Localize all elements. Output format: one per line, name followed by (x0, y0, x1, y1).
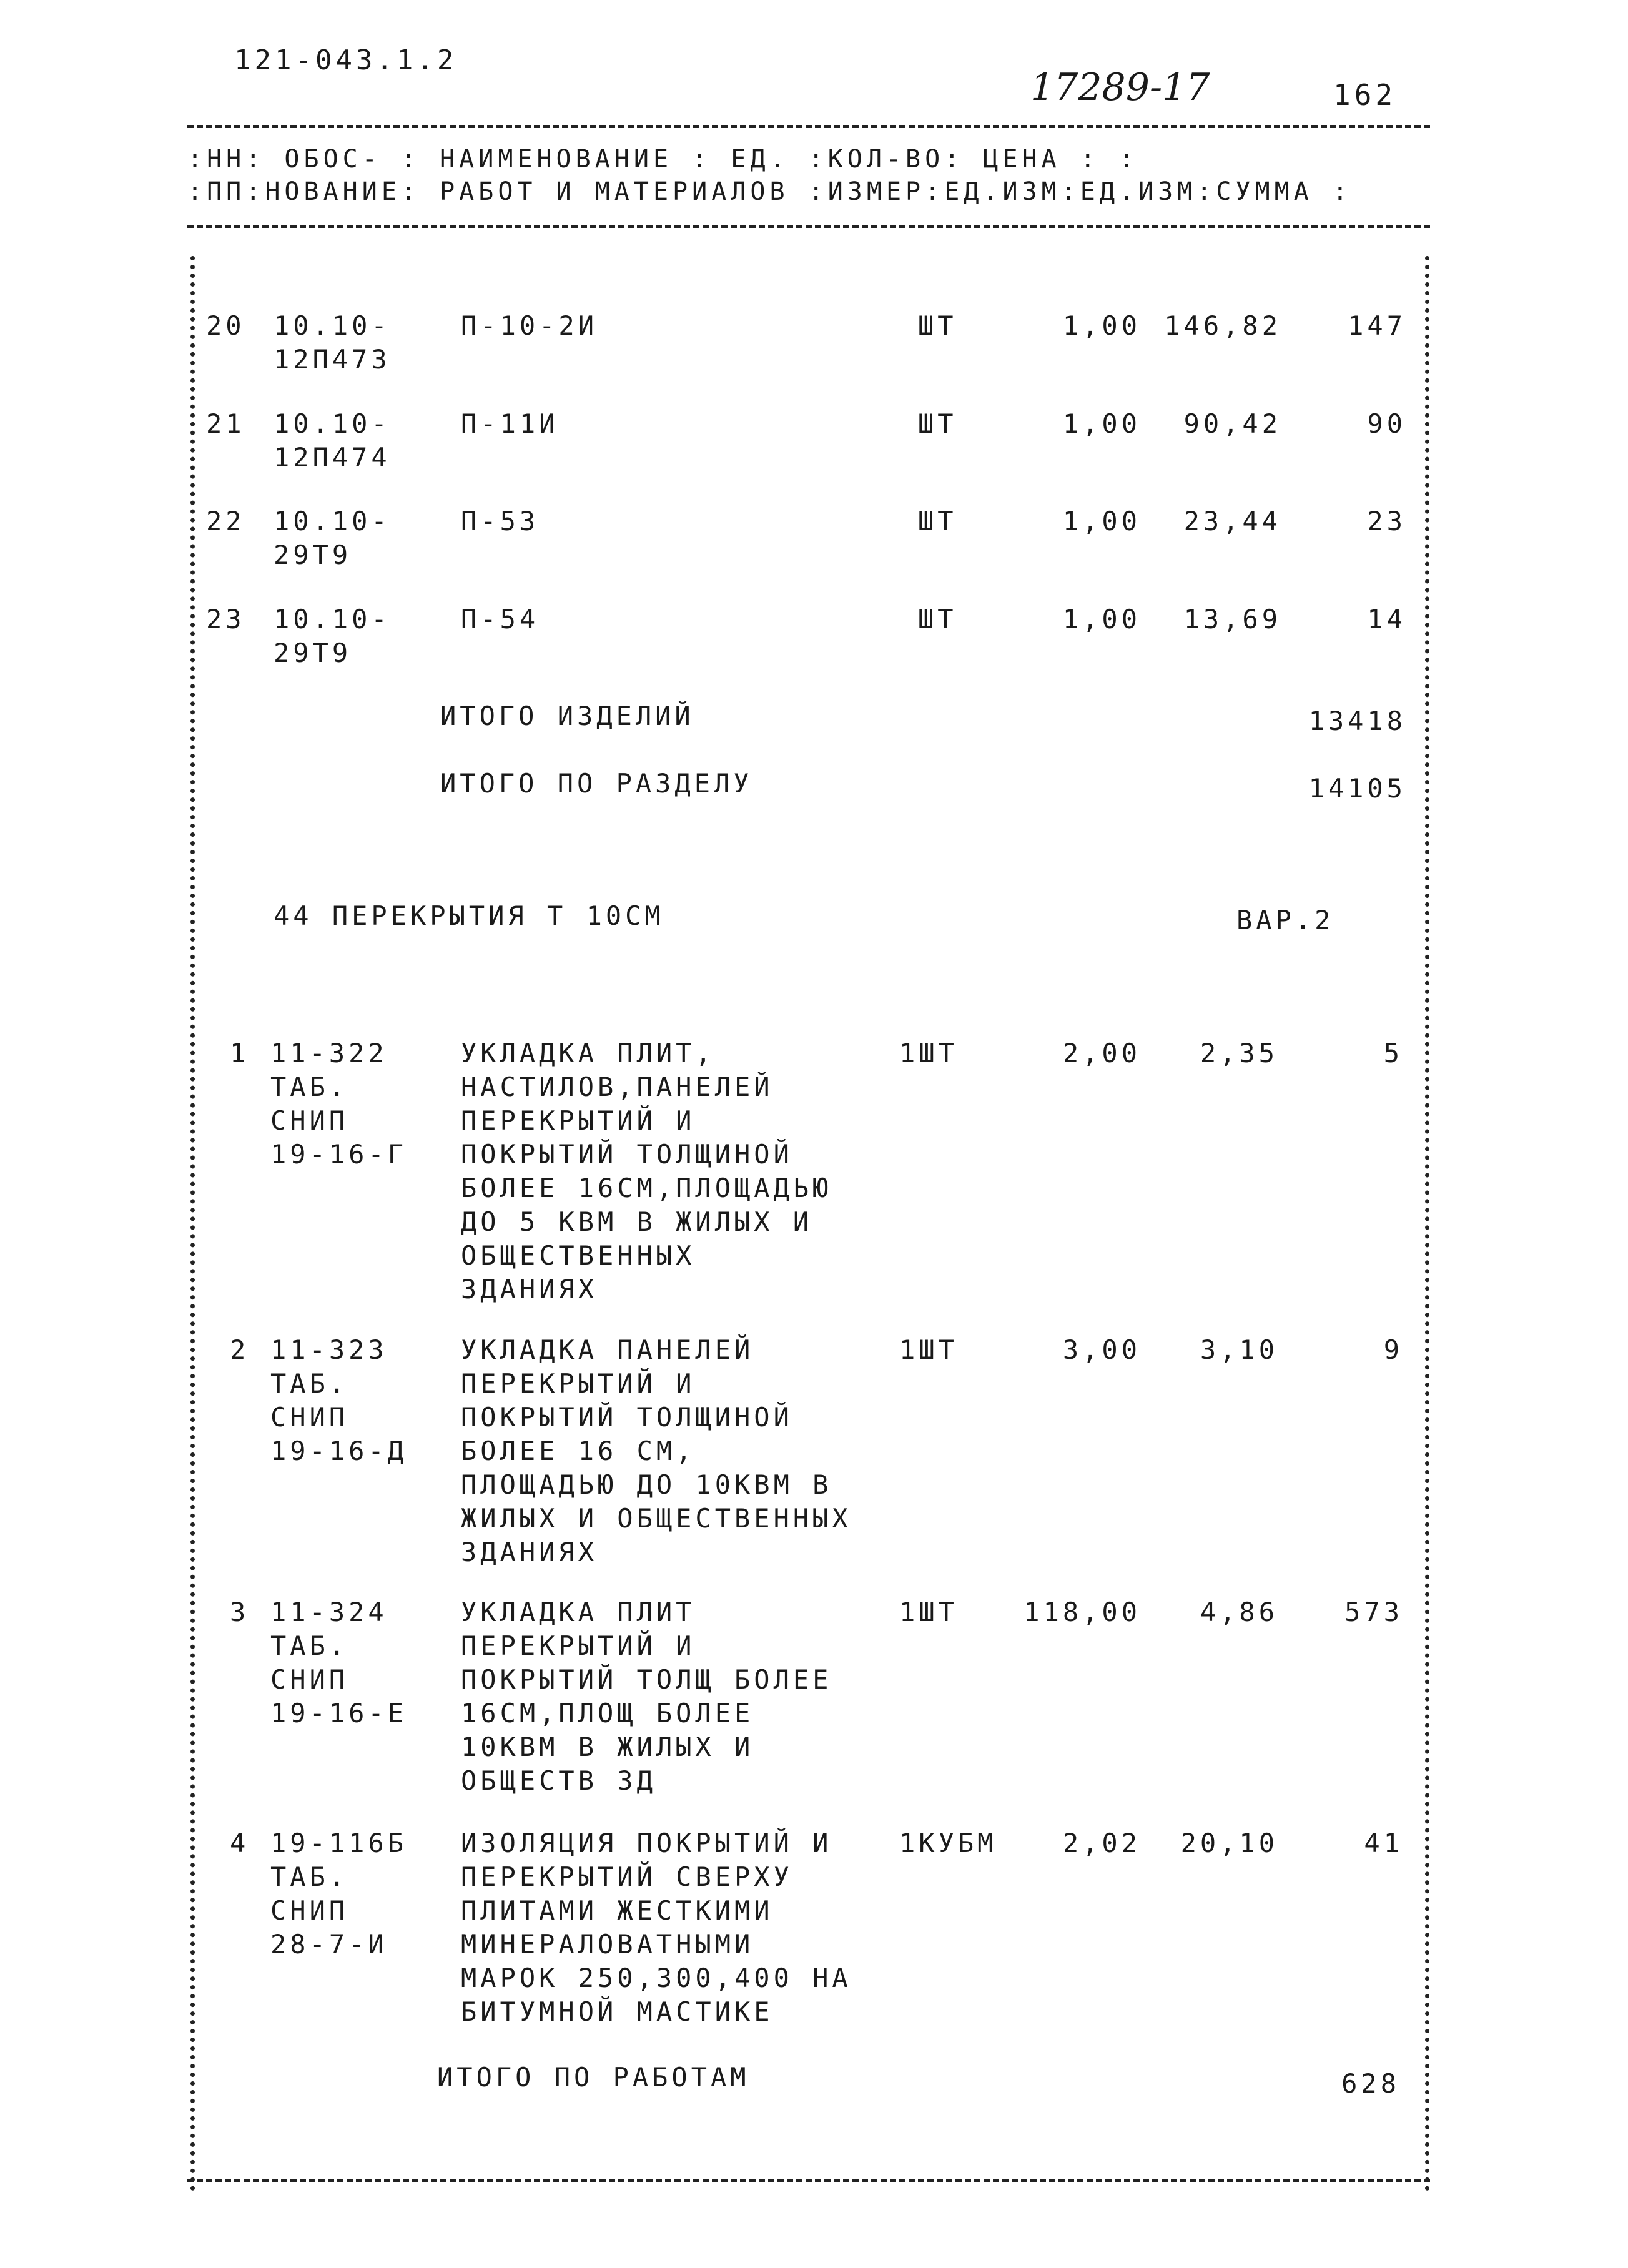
row-name-line: ПЛИТАМИ ЖЕСТКИМИ (461, 1895, 774, 1926)
row-name-line: ИЗОЛЯЦИЯ ПОКРЫТИЙ И (461, 1828, 832, 1858)
row-name-line: ЖИЛЫХ И ОБЩЕСТВЕННЫХ (461, 1503, 852, 1534)
table-top-border (187, 125, 1430, 128)
row-code-line: СНИП (270, 1664, 349, 1695)
row-code-line: 28-7-И (270, 1929, 388, 1960)
row-nn: 22 (206, 506, 245, 536)
row-unit: 1ШТ (899, 1334, 958, 1365)
row-code-line: 10.10- (274, 506, 391, 536)
row-name-line: ПОКРЫТИЙ ТОЛЩ БОЛЕЕ (461, 1664, 832, 1695)
total-items-label: ИТОГО ИЗДЕЛИЙ (440, 701, 694, 731)
row-price: 146,82 (1164, 310, 1281, 341)
row-price: 3,10 (1200, 1334, 1278, 1365)
row-qty: 2,00 (1062, 1038, 1141, 1068)
table-header-line-2: :ПП:НОВАНИЕ: РАБОТ И МАТЕРИАЛОВ :ИЗМЕР:ЕД.ИЗМ:ЕД.ИЗМ:СУММА : (187, 177, 1352, 206)
row-name-line: ПОКРЫТИЙ ТОЛЩИНОЙ (461, 1139, 793, 1170)
row-sum: 90 (1367, 408, 1406, 439)
total-items-value: 13418 (1308, 706, 1406, 736)
row-code-line: 12П474 (274, 442, 391, 473)
total-section-label: ИТОГО ПО РАЗДЕЛУ (440, 768, 753, 799)
row-code-line: ТАБ. (270, 1630, 349, 1661)
row-unit: ШТ (918, 408, 957, 439)
total-works-value: 628 (1341, 2068, 1400, 2099)
row-name-line: ЗДАНИЯХ (461, 1537, 598, 1567)
total-section-value: 14105 (1308, 773, 1406, 804)
row-name-line: П-10-2И (461, 310, 598, 341)
table-left-border (190, 256, 195, 2192)
row-price: 4,86 (1200, 1597, 1278, 1627)
row-code-line: 19-116Б (270, 1828, 408, 1858)
row-code-line: СНИП (270, 1402, 349, 1432)
table-bottom-border (187, 2179, 1430, 2182)
row-name-line: УКЛАДКА ПАНЕЛЕЙ (461, 1334, 754, 1365)
row-name-line: ЗДАНИЯХ (461, 1274, 598, 1304)
row-unit: ШТ (918, 310, 957, 341)
row-name-line: 10КВМ В ЖИЛЫХ И (461, 1732, 754, 1762)
total-works-label: ИТОГО ПО РАБОТАМ (437, 2062, 750, 2093)
row-code-line: 10.10- (274, 604, 391, 634)
row-qty: 1,00 (1062, 310, 1141, 341)
row-name-line: МАРОК 250,300,400 НА (461, 1963, 852, 1993)
row-code-line: СНИП (270, 1105, 349, 1136)
row-sum: 9 (1383, 1334, 1403, 1365)
row-name-line: ДО 5 КВМ В ЖИЛЫХ И (461, 1206, 813, 1237)
row-code-line: 10.10- (274, 310, 391, 341)
row-qty: 1,00 (1062, 506, 1141, 536)
header-bottom-border (187, 225, 1430, 228)
table-header-line-1: :НН: ОБОС- : НАИМЕНОВАНИЕ : ЕД. :КОЛ-ВО: ЦЕНА : : (187, 145, 1139, 174)
row-qty: 3,00 (1062, 1334, 1141, 1365)
doc-code: 121-043.1.2 (234, 44, 458, 76)
row-qty: 1,00 (1062, 408, 1141, 439)
row-unit: ШТ (918, 604, 957, 634)
row-price: 13,69 (1183, 604, 1281, 634)
row-code-line: 19-16-Д (270, 1436, 408, 1466)
row-name-line: УКЛАДКА ПЛИТ (461, 1597, 696, 1627)
row-price: 23,44 (1183, 506, 1281, 536)
row-code-line: 11-322 (270, 1038, 388, 1068)
handwritten-number: 17289-17 (1030, 66, 1210, 109)
row-name-line: УКЛАДКА ПЛИТ, (461, 1038, 715, 1068)
row-unit: 1ШТ (899, 1038, 958, 1068)
row-price: 90,42 (1183, 408, 1281, 439)
row-name-line: БОЛЕЕ 16 СМ, (461, 1436, 696, 1466)
row-code-line: 19-16-Г (270, 1139, 408, 1170)
page-number: 162 (1333, 78, 1397, 112)
row-name-line: ПЕРЕКРЫТИЙ И (461, 1105, 696, 1136)
row-qty: 1,00 (1062, 604, 1141, 634)
row-qty: 2,02 (1062, 1828, 1141, 1858)
row-code-line: СНИП (270, 1895, 349, 1926)
row-name-line: БИТУМНОЙ МАСТИКЕ (461, 1996, 774, 2027)
row-code-line: 11-323 (270, 1334, 388, 1365)
row-sum: 41 (1364, 1828, 1403, 1858)
table-right-border (1425, 256, 1429, 2192)
row-name-line: П-54 (461, 604, 540, 634)
row-name-line: П-53 (461, 506, 540, 536)
row-code-line: 19-16-Е (270, 1698, 408, 1728)
row-name-line: НАСТИЛОВ,ПАНЕЛЕЙ (461, 1072, 774, 1102)
row-name-line: ПЕРЕКРЫТИЙ И (461, 1368, 696, 1399)
row-name-line: ПЛОЩАДЬЮ ДО 10КВМ В (461, 1469, 832, 1500)
row-qty: 118,00 (1024, 1597, 1141, 1627)
row-sum: 573 (1344, 1597, 1403, 1627)
row-name-line: МИНЕРАЛОВАТНЫМИ (461, 1929, 754, 1960)
row-code-line: ТАБ. (270, 1072, 349, 1102)
row-name-line: ОБЩЕСТВ ЗД (461, 1765, 656, 1796)
section-variant: ВАР.2 (1236, 905, 1334, 935)
row-sum: 147 (1348, 310, 1406, 341)
row-unit: 1КУБМ (899, 1828, 997, 1858)
row-nn: 21 (206, 408, 245, 439)
row-nn: 1 (230, 1038, 250, 1068)
row-nn: 3 (230, 1597, 250, 1627)
row-code-line: 10.10- (274, 408, 391, 439)
row-sum: 14 (1367, 604, 1406, 634)
row-code-line: ТАБ. (270, 1861, 349, 1892)
row-nn: 20 (206, 310, 245, 341)
row-code-line: 29Т9 (274, 540, 352, 570)
row-nn: 23 (206, 604, 245, 634)
row-nn: 4 (230, 1828, 250, 1858)
row-sum: 23 (1367, 506, 1406, 536)
row-name-line: П-11И (461, 408, 559, 439)
row-code-line: 12П473 (274, 344, 391, 375)
row-name-line: ПЕРЕКРЫТИЙ И (461, 1630, 696, 1661)
row-name-line: ПОКРЫТИЙ ТОЛЩИНОЙ (461, 1402, 793, 1432)
row-price: 2,35 (1200, 1038, 1278, 1068)
row-code-line: 11-324 (270, 1597, 388, 1627)
row-code-line: ТАБ. (270, 1368, 349, 1399)
row-sum: 5 (1383, 1038, 1403, 1068)
row-name-line: 16СМ,ПЛОЩ БОЛЕЕ (461, 1698, 754, 1728)
row-name-line: ПЕРЕКРЫТИЙ СВЕРХУ (461, 1861, 793, 1892)
row-unit: ШТ (918, 506, 957, 536)
row-nn: 2 (230, 1334, 250, 1365)
row-price: 20,10 (1180, 1828, 1278, 1858)
row-unit: 1ШТ (899, 1597, 958, 1627)
row-code-line: 29Т9 (274, 638, 352, 668)
row-name-line: БОЛЕЕ 16СМ,ПЛОЩАДЬЮ (461, 1173, 832, 1203)
section-title: 44 ПЕРЕКРЫТИЯ Т 10СМ (274, 900, 664, 931)
row-name-line: ОБЩЕСТВЕННЫХ (461, 1240, 696, 1271)
